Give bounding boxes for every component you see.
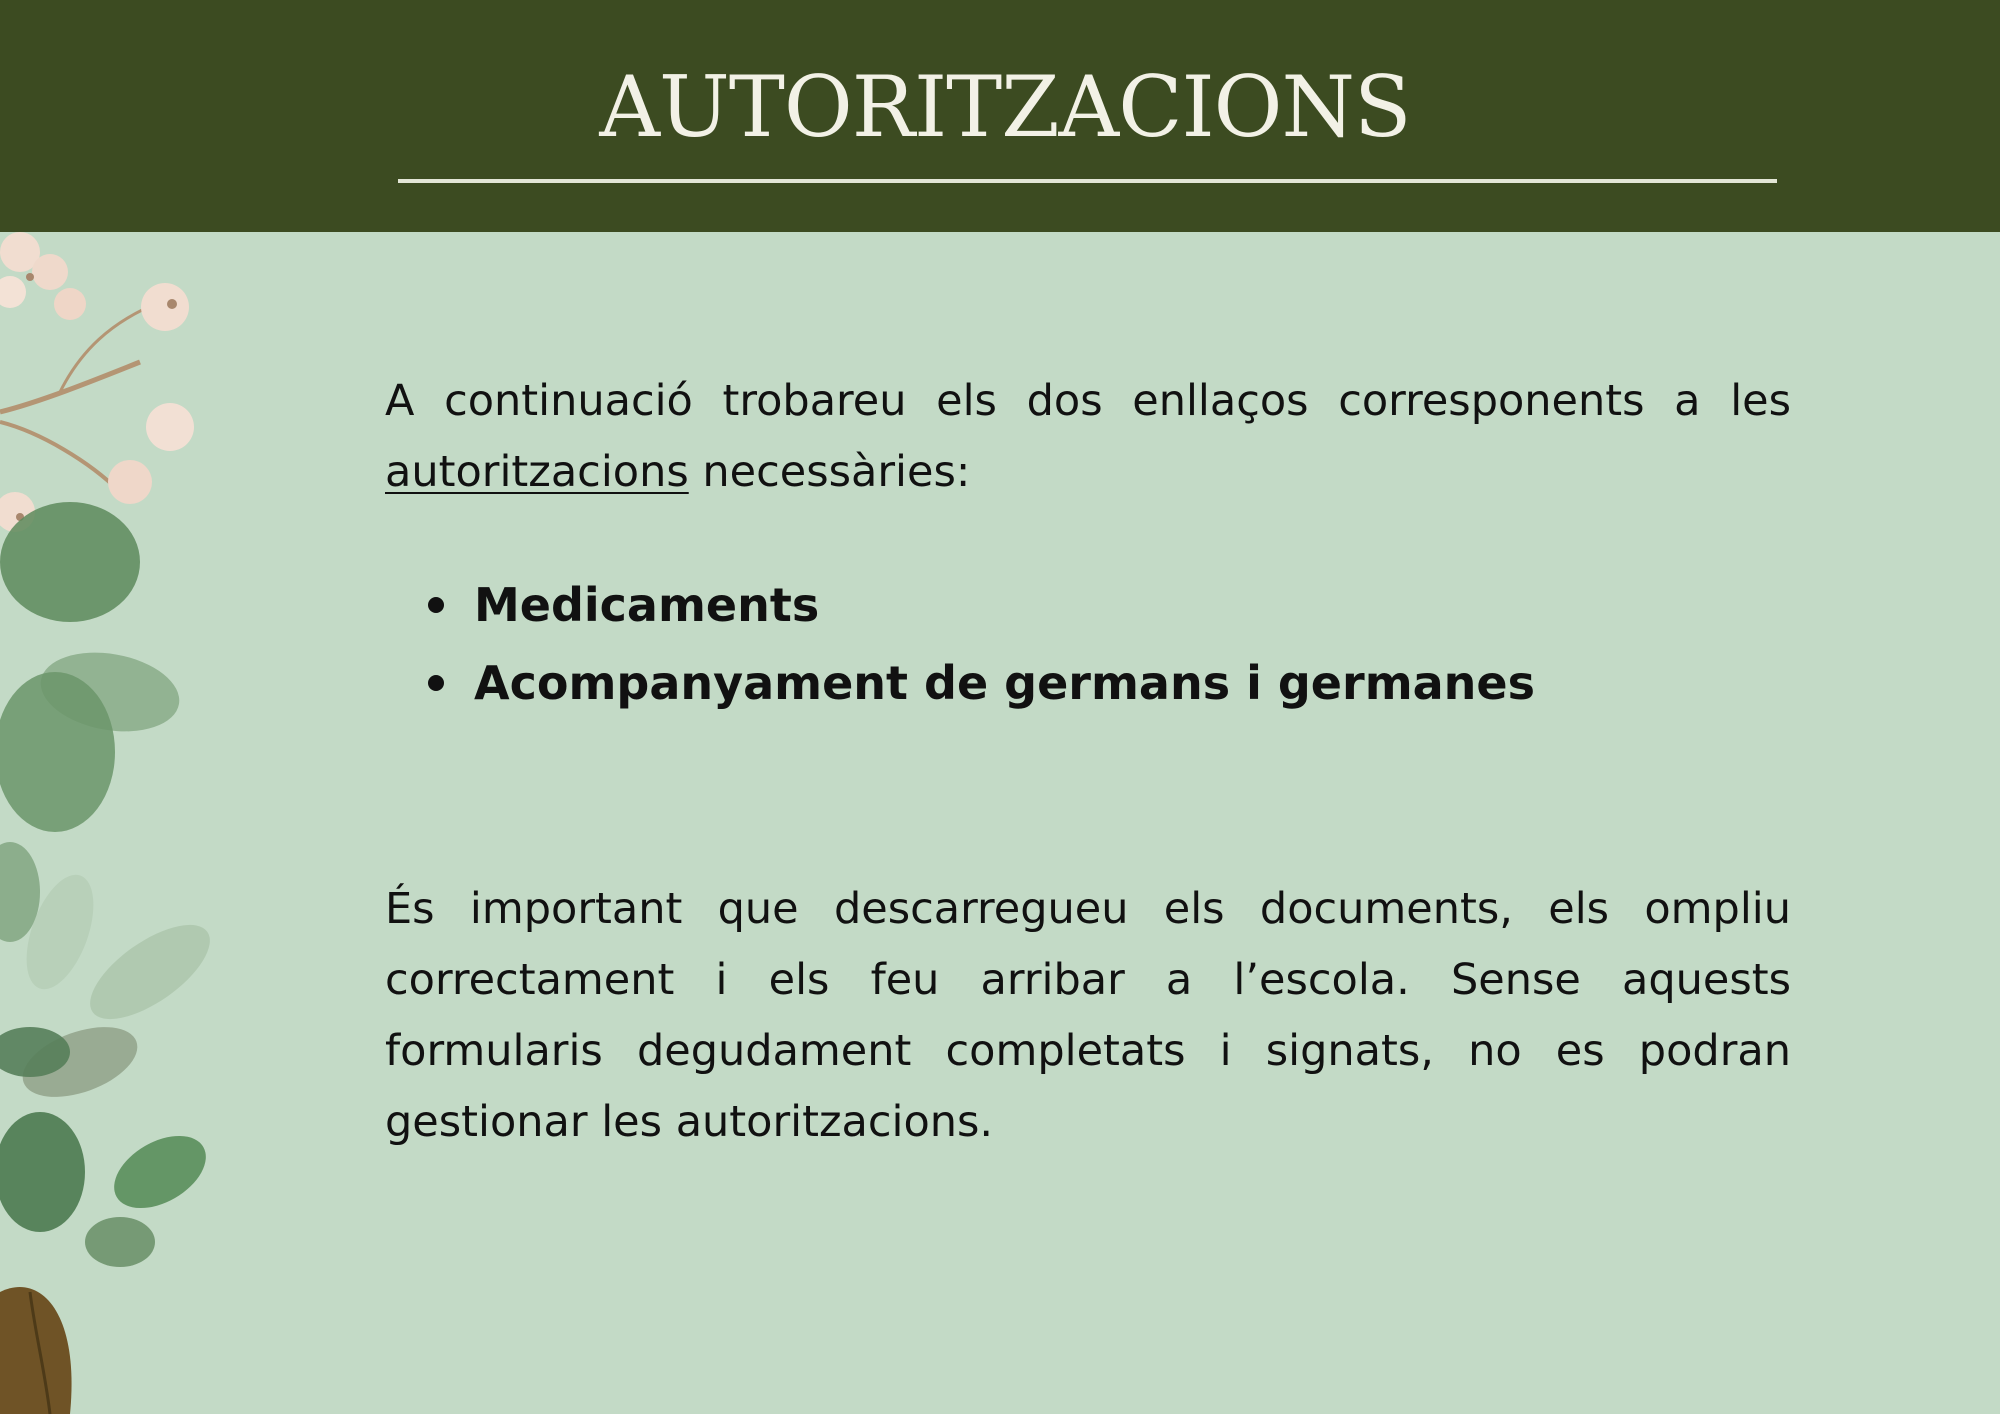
intro-text: A continuació trobareu els dos enllaços corresponents a les: [385, 376, 1791, 426]
list-item-acompanyament[interactable]: [385, 644, 1791, 722]
link-acompanyament[interactable]: Acompanyament de germans i germanes: [474, 656, 1535, 710]
bullet-icon: [428, 675, 444, 691]
instructions-paragraph: És important que descarregueu els documents, els ompliu correctament i els feu arribar a l’escola. Sense aquests formularis degudament completats i signats, no es podran gestionar les autoritzacions.: [385, 884, 1791, 1147]
authorization-links-list: [385, 566, 1791, 722]
intro-paragraph: [385, 366, 1791, 508]
link-medicaments[interactable]: Medicaments: [474, 578, 820, 632]
intro-text-end: necessàries:: [688, 447, 971, 497]
botanical-decoration: [0, 232, 240, 1414]
main-content: [385, 366, 1791, 1158]
autoritzacions-link[interactable]: autoritzacions: [385, 447, 689, 497]
list-item-medicaments[interactable]: [385, 566, 1791, 644]
page-title: AUTORITZACIONS: [599, 58, 1411, 156]
header-banner: [0, 0, 2000, 232]
title-underline-divider: [398, 179, 1777, 183]
bullet-icon: [428, 597, 444, 613]
